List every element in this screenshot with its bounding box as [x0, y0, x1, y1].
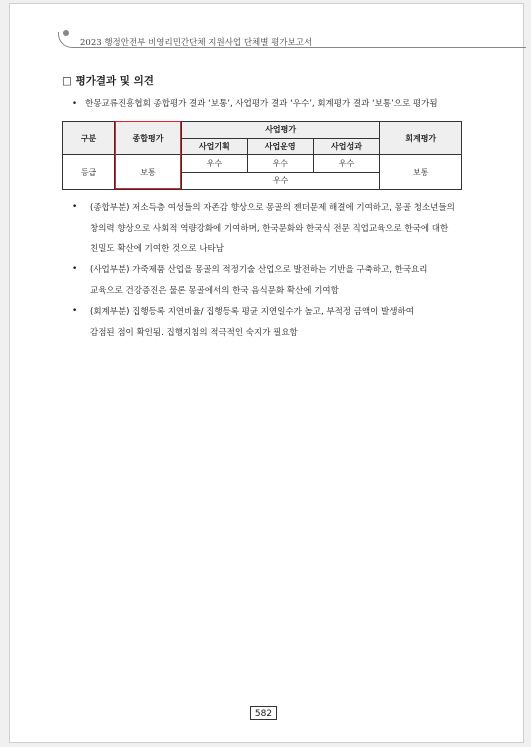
opinion-line: 창의력 향상으로 사회적 역량강화에 기여하며, 한국문화와 한국식 전문 직업교육으로 한국에 대한	[90, 223, 449, 234]
th-planning: 사업기획	[181, 138, 247, 155]
section-title-text: 평가결과 및 의견	[75, 75, 154, 87]
opinion-line: 감점된 점이 확인됨. 집행지침의 적극적인 숙지가 필요함	[90, 327, 298, 338]
section-marker: □	[62, 75, 72, 87]
th-overall: 종합평가	[115, 122, 182, 155]
page-number: 582	[250, 706, 277, 720]
th-category: 구분	[63, 122, 115, 155]
opinion-line: (사업부분) 가죽제품 산업을 몽골의 적정기술 산업으로 발전하는 기반을 구축하고, 한국요리	[90, 265, 428, 275]
highlight-box	[115, 121, 181, 189]
running-header: 2023 행정안전부 비영리민간단체 지원사업 단체별 평가보고서	[80, 38, 313, 48]
th-project: 사업평가	[181, 122, 380, 139]
opinion-line: (회계부분) 집행등록 지연비율/ 집행등록 평균 지연일수가 높고, 부적정 금액이 발생하여	[90, 307, 414, 317]
opinion-project	[90, 260, 470, 301]
cell-planning: 우수	[181, 155, 247, 173]
summary-bullet: •	[72, 99, 78, 109]
summary-line	[72, 97, 438, 109]
header-ornament-dot	[63, 30, 69, 36]
cell-accounting: 보통	[380, 155, 462, 190]
opinion-bullet: •	[72, 264, 78, 274]
cell-project-total: 우수	[181, 172, 380, 190]
opinion-bullet: •	[72, 306, 78, 316]
opinion-line: 친밀도 확산에 기여한 것으로 나타남	[90, 244, 224, 254]
opinion-line: 교육으로 건강증진은 물론 몽골에서의 한국 음식문화 확산에 기여함	[90, 285, 339, 296]
section-title	[62, 73, 154, 88]
opinion-bullet: •	[72, 202, 78, 212]
summary-text: 한몽교류진흥협회 종합평가 결과 ‘보통’, 사업평가 결과 ‘우수’, 회계평가 결과 ‘보통’으로 평가됨	[85, 99, 438, 109]
th-operation: 사업운영	[247, 138, 313, 155]
th-accounting: 회계평가	[380, 122, 462, 155]
opinion-accounting	[90, 302, 470, 343]
document-page	[9, 3, 524, 743]
cell-overall: 보통	[115, 155, 182, 190]
th-performance: 사업성과	[313, 138, 380, 155]
cell-operation: 우수	[247, 155, 313, 173]
row-label-grade: 등급	[63, 155, 115, 190]
opinion-overall	[90, 198, 470, 260]
opinion-line: (종합부분) 저소득층 여성들의 자존감 향상으로 몽골의 젠더문제 해결에 기여하고, 몽골 청소년들의	[90, 203, 455, 213]
cell-performance: 우수	[313, 155, 380, 173]
